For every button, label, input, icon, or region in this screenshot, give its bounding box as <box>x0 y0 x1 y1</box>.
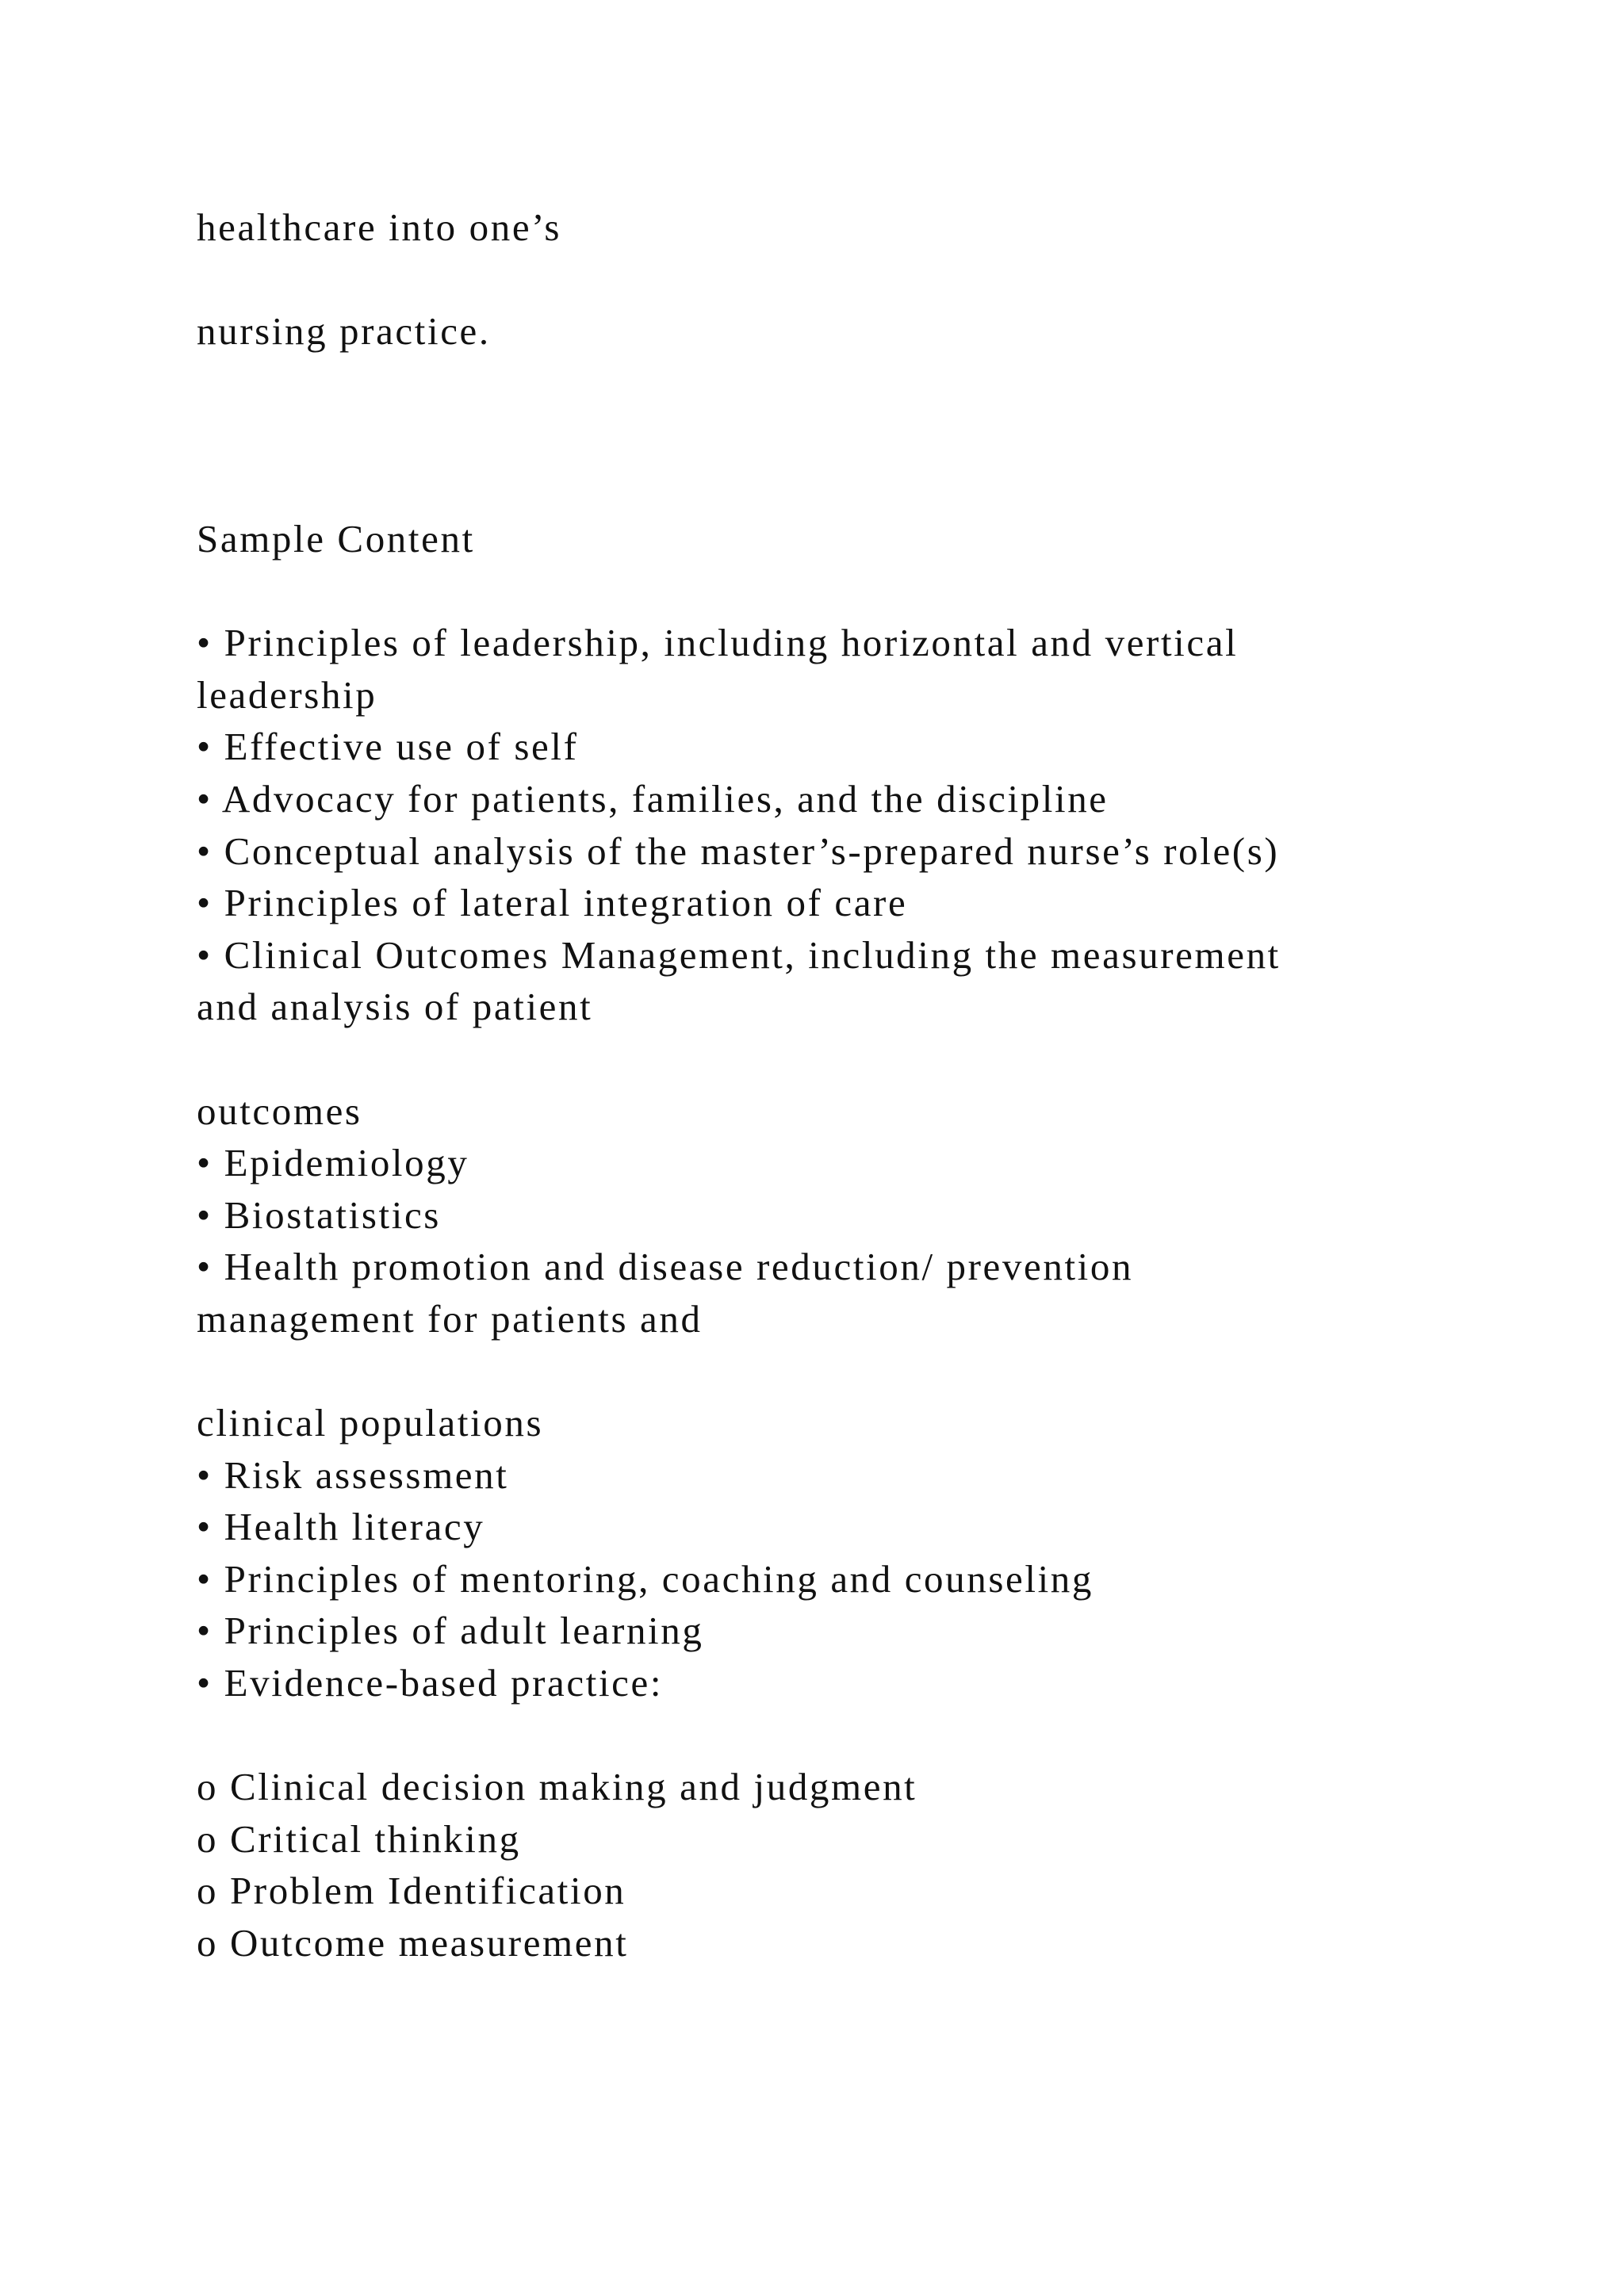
list-item: and analysis of patient <box>197 985 593 1028</box>
list-item: • Principles of adult learning <box>197 1609 704 1652</box>
intro-line-2: nursing practice. <box>197 309 491 353</box>
list-item: • Principles of mentoring, coaching and counseling <box>197 1557 1094 1601</box>
list-item: management for patients and <box>197 1297 703 1341</box>
list-item: • Conceptual analysis of the master’s-prepared nurse’s role(s) <box>197 829 1280 873</box>
list-item: leadership <box>197 673 377 717</box>
section-heading: Sample Content <box>197 517 475 561</box>
list-item: clinical populations <box>197 1401 544 1445</box>
list-item: • Risk assessment <box>197 1453 509 1497</box>
list-item: • Principles of leadership, including horizontal and vertical <box>197 621 1239 664</box>
sub-list-item: o Problem Identification <box>197 1869 626 1912</box>
sub-list-item: o Clinical decision making and judgment <box>197 1765 917 1808</box>
sub-list-item: o Outcome measurement <box>197 1921 629 1965</box>
list-item: • Health promotion and disease reduction/ prevention <box>197 1245 1134 1288</box>
list-item: • Advocacy for patients, families, and the discipline <box>197 777 1109 821</box>
list-item: outcomes <box>197 1089 362 1133</box>
list-item: • Epidemiology <box>197 1141 469 1184</box>
sub-list-item: o Critical thinking <box>197 1817 521 1861</box>
list-item: • Clinical Outcomes Management, including the measurement <box>197 933 1281 977</box>
list-item: • Evidence-based practice: <box>197 1661 664 1705</box>
list-item: • Effective use of self <box>197 725 579 768</box>
list-item: • Health literacy <box>197 1505 485 1548</box>
list-item: • Biostatistics <box>197 1193 441 1237</box>
list-item: • Principles of lateral integration of care <box>197 881 908 924</box>
intro-line-1: healthcare into one’s <box>197 205 562 249</box>
